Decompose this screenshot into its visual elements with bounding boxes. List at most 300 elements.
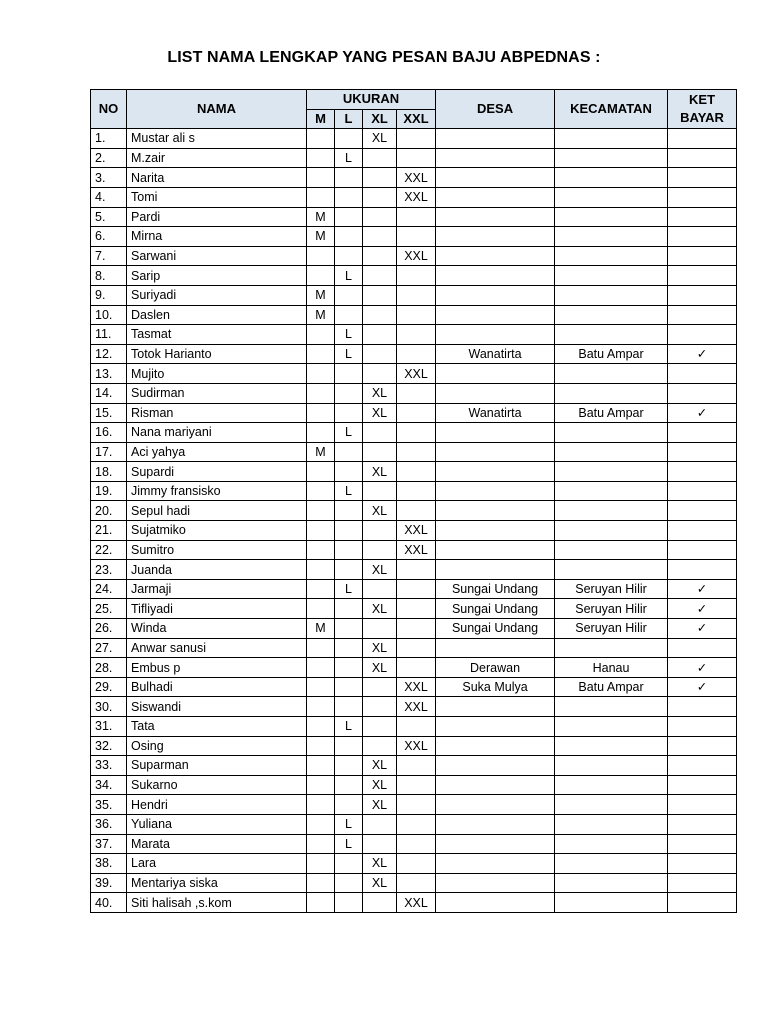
row-desa xyxy=(436,364,555,384)
row-kecamatan xyxy=(555,364,668,384)
row-desa xyxy=(436,795,555,815)
table-row xyxy=(91,148,737,168)
table-row xyxy=(91,560,737,580)
row-ket-bayar xyxy=(668,854,737,874)
header-size-xl: XL xyxy=(363,109,397,129)
size-cell-xl xyxy=(363,697,397,717)
size-cell-xxl xyxy=(397,403,436,423)
size-cell-xl xyxy=(363,187,397,207)
table-row xyxy=(91,756,737,776)
row-desa xyxy=(436,481,555,501)
table-row xyxy=(91,246,737,266)
row-desa xyxy=(436,187,555,207)
table-row xyxy=(91,619,737,639)
size-cell-xxl: XXL xyxy=(397,364,436,384)
size-cell-m xyxy=(307,775,335,795)
size-cell-l xyxy=(335,893,363,913)
size-cell-l: L xyxy=(335,423,363,443)
row-desa xyxy=(436,638,555,658)
checkmark-icon: ✓ xyxy=(696,621,708,636)
size-cell-m xyxy=(307,560,335,580)
size-cell-xxl: XXL xyxy=(397,540,436,560)
row-ket-bayar xyxy=(668,462,737,482)
table-row xyxy=(91,677,737,697)
size-cell-xl: XL xyxy=(363,873,397,893)
row-number: 22. xyxy=(91,540,127,560)
table-row xyxy=(91,521,737,541)
row-kecamatan xyxy=(555,168,668,188)
size-cell-l: L xyxy=(335,814,363,834)
row-name: Yuliana xyxy=(127,814,307,834)
row-ket-bayar xyxy=(668,795,737,815)
size-cell-l xyxy=(335,795,363,815)
size-cell-l xyxy=(335,736,363,756)
row-kecamatan xyxy=(555,325,668,345)
size-cell-xl xyxy=(363,207,397,227)
row-desa: Wanatirta xyxy=(436,344,555,364)
row-number: 29. xyxy=(91,677,127,697)
size-cell-xxl: XXL xyxy=(397,246,436,266)
row-kecamatan xyxy=(555,442,668,462)
size-cell-l xyxy=(335,775,363,795)
row-number: 14. xyxy=(91,383,127,403)
row-desa xyxy=(436,854,555,874)
size-cell-xxl xyxy=(397,873,436,893)
row-number: 31. xyxy=(91,717,127,737)
row-name: Siti halisah ,s.kom xyxy=(127,893,307,913)
row-number: 5. xyxy=(91,207,127,227)
row-number: 2. xyxy=(91,148,127,168)
order-table xyxy=(90,89,737,913)
size-cell-xl xyxy=(363,305,397,325)
row-desa xyxy=(436,736,555,756)
size-cell-m xyxy=(307,717,335,737)
size-cell-xl: XL xyxy=(363,462,397,482)
row-ket-bayar xyxy=(668,364,737,384)
size-cell-xxl xyxy=(397,305,436,325)
row-number: 16. xyxy=(91,423,127,443)
checkmark-icon: ✓ xyxy=(696,582,708,597)
size-cell-xl xyxy=(363,736,397,756)
row-name: Sukarno xyxy=(127,775,307,795)
row-desa xyxy=(436,814,555,834)
row-name: Sarip xyxy=(127,266,307,286)
size-cell-m xyxy=(307,462,335,482)
size-cell-xl xyxy=(363,148,397,168)
row-desa xyxy=(436,227,555,247)
table-row xyxy=(91,834,737,854)
row-kecamatan xyxy=(555,266,668,286)
row-name: Marata xyxy=(127,834,307,854)
size-cell-xl xyxy=(363,246,397,266)
size-cell-xxl xyxy=(397,599,436,619)
row-ket-bayar xyxy=(668,207,737,227)
row-kecamatan xyxy=(555,521,668,541)
row-number: 15. xyxy=(91,403,127,423)
table-row xyxy=(91,364,737,384)
size-cell-l: L xyxy=(335,834,363,854)
checkmark-icon: ✓ xyxy=(696,347,708,362)
size-cell-xxl xyxy=(397,227,436,247)
size-cell-xl xyxy=(363,619,397,639)
row-ket-bayar xyxy=(668,305,737,325)
size-cell-xl xyxy=(363,285,397,305)
header-kecamatan: KECAMATAN xyxy=(555,90,668,129)
size-cell-m: M xyxy=(307,207,335,227)
size-cell-l xyxy=(335,168,363,188)
row-kecamatan: Batu Ampar xyxy=(555,403,668,423)
row-name: Nana mariyani xyxy=(127,423,307,443)
row-ket-bayar xyxy=(668,540,737,560)
size-cell-m xyxy=(307,579,335,599)
row-name: Sujatmiko xyxy=(127,521,307,541)
size-cell-l xyxy=(335,403,363,423)
size-cell-m xyxy=(307,677,335,697)
size-cell-xl xyxy=(363,893,397,913)
row-ket-bayar xyxy=(668,717,737,737)
checkmark-icon: ✓ xyxy=(696,660,708,675)
row-ket-bayar xyxy=(668,227,737,247)
table-header xyxy=(91,90,737,129)
row-ket-bayar xyxy=(668,325,737,345)
row-desa: Suka Mulya xyxy=(436,677,555,697)
row-number: 39. xyxy=(91,873,127,893)
row-kecamatan xyxy=(555,540,668,560)
row-kecamatan: Hanau xyxy=(555,658,668,678)
row-desa xyxy=(436,893,555,913)
row-number: 25. xyxy=(91,599,127,619)
size-cell-m xyxy=(307,893,335,913)
row-number: 27. xyxy=(91,638,127,658)
row-number: 8. xyxy=(91,266,127,286)
size-cell-xl xyxy=(363,834,397,854)
row-number: 40. xyxy=(91,893,127,913)
row-desa xyxy=(436,756,555,776)
size-cell-xl: XL xyxy=(363,501,397,521)
header-size-xxl: XXL xyxy=(397,109,436,129)
table-row xyxy=(91,795,737,815)
row-number: 19. xyxy=(91,481,127,501)
row-name: Narita xyxy=(127,168,307,188)
row-ket-bayar xyxy=(668,599,737,619)
header-ket-line1: KET xyxy=(689,92,716,108)
size-cell-xl: XL xyxy=(363,599,397,619)
size-cell-xl xyxy=(363,814,397,834)
row-number: 1. xyxy=(91,129,127,149)
size-cell-xxl: XXL xyxy=(397,187,436,207)
row-kecamatan xyxy=(555,305,668,325)
size-cell-xxl xyxy=(397,207,436,227)
size-cell-xxl: XXL xyxy=(397,677,436,697)
row-ket-bayar xyxy=(668,246,737,266)
row-ket-bayar xyxy=(668,481,737,501)
size-cell-m xyxy=(307,873,335,893)
size-cell-l xyxy=(335,501,363,521)
size-cell-l: L xyxy=(335,717,363,737)
size-cell-xxl xyxy=(397,658,436,678)
size-cell-m xyxy=(307,756,335,776)
row-desa xyxy=(436,266,555,286)
row-number: 4. xyxy=(91,187,127,207)
table-row xyxy=(91,638,737,658)
row-desa: Sungai Undang xyxy=(436,599,555,619)
row-number: 11. xyxy=(91,325,127,345)
table-row xyxy=(91,403,737,423)
row-desa: Derawan xyxy=(436,658,555,678)
row-kecamatan xyxy=(555,423,668,443)
size-cell-l: L xyxy=(335,148,363,168)
row-ket-bayar xyxy=(668,579,737,599)
size-cell-xl xyxy=(363,521,397,541)
checkmark-icon: ✓ xyxy=(696,405,708,420)
size-cell-xxl: XXL xyxy=(397,521,436,541)
row-desa: Sungai Undang xyxy=(436,579,555,599)
row-name: Suparman xyxy=(127,756,307,776)
row-number: 34. xyxy=(91,775,127,795)
row-desa xyxy=(436,717,555,737)
table-row xyxy=(91,814,737,834)
row-kecamatan xyxy=(555,148,668,168)
row-number: 20. xyxy=(91,501,127,521)
row-name: Osing xyxy=(127,736,307,756)
size-cell-m xyxy=(307,521,335,541)
row-ket-bayar xyxy=(668,344,737,364)
row-desa xyxy=(436,305,555,325)
size-cell-xl: XL xyxy=(363,560,397,580)
size-cell-l xyxy=(335,442,363,462)
size-cell-xxl xyxy=(397,344,436,364)
size-cell-xl xyxy=(363,717,397,737)
size-cell-m xyxy=(307,814,335,834)
row-kecamatan: Batu Ampar xyxy=(555,677,668,697)
table-row xyxy=(91,462,737,482)
row-ket-bayar xyxy=(668,187,737,207)
size-cell-l xyxy=(335,599,363,619)
row-name: Hendri xyxy=(127,795,307,815)
size-cell-xxl xyxy=(397,560,436,580)
size-cell-l: L xyxy=(335,325,363,345)
row-number: 37. xyxy=(91,834,127,854)
size-cell-l xyxy=(335,207,363,227)
row-number: 9. xyxy=(91,285,127,305)
row-kecamatan xyxy=(555,756,668,776)
row-ket-bayar xyxy=(668,266,737,286)
table-row xyxy=(91,305,737,325)
row-kecamatan xyxy=(555,775,668,795)
size-cell-m xyxy=(307,501,335,521)
size-cell-xl: XL xyxy=(363,854,397,874)
row-ket-bayar xyxy=(668,403,737,423)
size-cell-xxl: XXL xyxy=(397,893,436,913)
size-cell-l xyxy=(335,462,363,482)
row-ket-bayar xyxy=(668,775,737,795)
size-cell-xl: XL xyxy=(363,403,397,423)
row-kecamatan xyxy=(555,246,668,266)
size-cell-m xyxy=(307,423,335,443)
size-cell-xxl xyxy=(397,638,436,658)
checkmark-icon: ✓ xyxy=(696,601,708,616)
row-ket-bayar xyxy=(668,168,737,188)
row-number: 35. xyxy=(91,795,127,815)
size-cell-m: M xyxy=(307,619,335,639)
size-cell-xxl xyxy=(397,814,436,834)
size-cell-xxl: XXL xyxy=(397,736,436,756)
size-cell-m: M xyxy=(307,285,335,305)
row-ket-bayar xyxy=(668,814,737,834)
row-number: 10. xyxy=(91,305,127,325)
size-cell-m xyxy=(307,638,335,658)
size-cell-l: L xyxy=(335,266,363,286)
row-desa xyxy=(436,148,555,168)
size-cell-xl xyxy=(363,325,397,345)
size-cell-m xyxy=(307,325,335,345)
size-cell-xl xyxy=(363,168,397,188)
row-desa xyxy=(436,129,555,149)
row-kecamatan xyxy=(555,383,668,403)
row-number: 23. xyxy=(91,560,127,580)
row-ket-bayar xyxy=(668,658,737,678)
size-cell-xl xyxy=(363,579,397,599)
size-cell-xxl xyxy=(397,717,436,737)
row-name: Tata xyxy=(127,717,307,737)
row-name: Mustar ali s xyxy=(127,129,307,149)
row-ket-bayar xyxy=(668,560,737,580)
size-cell-m xyxy=(307,481,335,501)
row-ket-bayar xyxy=(668,893,737,913)
row-desa xyxy=(436,325,555,345)
table-row xyxy=(91,227,737,247)
row-number: 18. xyxy=(91,462,127,482)
row-name: Sudirman xyxy=(127,383,307,403)
row-kecamatan: Batu Ampar xyxy=(555,344,668,364)
size-cell-xxl xyxy=(397,834,436,854)
size-cell-xxl xyxy=(397,423,436,443)
size-cell-xxl: XXL xyxy=(397,168,436,188)
table-row xyxy=(91,383,737,403)
row-name: Winda xyxy=(127,619,307,639)
size-cell-xxl xyxy=(397,383,436,403)
table-row xyxy=(91,344,737,364)
size-cell-l: L xyxy=(335,344,363,364)
size-cell-m xyxy=(307,187,335,207)
row-name: Supardi xyxy=(127,462,307,482)
size-cell-xl xyxy=(363,442,397,462)
row-kecamatan xyxy=(555,795,668,815)
row-kecamatan xyxy=(555,207,668,227)
size-cell-m xyxy=(307,148,335,168)
row-number: 3. xyxy=(91,168,127,188)
size-cell-l xyxy=(335,364,363,384)
size-cell-l xyxy=(335,756,363,776)
size-cell-xxl xyxy=(397,795,436,815)
size-cell-l xyxy=(335,540,363,560)
row-ket-bayar xyxy=(668,148,737,168)
size-cell-m xyxy=(307,599,335,619)
size-cell-l: L xyxy=(335,579,363,599)
row-ket-bayar xyxy=(668,423,737,443)
table-row xyxy=(91,481,737,501)
size-cell-l xyxy=(335,227,363,247)
size-cell-xxl xyxy=(397,501,436,521)
row-desa xyxy=(436,442,555,462)
row-desa xyxy=(436,423,555,443)
row-number: 30. xyxy=(91,697,127,717)
row-name: Mirna xyxy=(127,227,307,247)
row-ket-bayar xyxy=(668,697,737,717)
size-cell-l xyxy=(335,246,363,266)
header-size-l: L xyxy=(335,109,363,129)
row-desa: Wanatirta xyxy=(436,403,555,423)
table-row xyxy=(91,325,737,345)
document-title: LIST NAMA LENGKAP YANG PESAN BAJU ABPEDNAS : xyxy=(167,49,601,66)
row-kecamatan xyxy=(555,834,668,854)
row-number: 38. xyxy=(91,854,127,874)
size-cell-xl xyxy=(363,364,397,384)
row-name: Risman xyxy=(127,403,307,423)
size-cell-l xyxy=(335,305,363,325)
row-number: 26. xyxy=(91,619,127,639)
row-desa xyxy=(436,246,555,266)
size-cell-l xyxy=(335,873,363,893)
table-row xyxy=(91,697,737,717)
table-row xyxy=(91,207,737,227)
row-desa xyxy=(436,501,555,521)
row-desa xyxy=(436,834,555,854)
size-cell-xl xyxy=(363,677,397,697)
header-ukuran: UKURAN xyxy=(307,90,436,110)
row-name: Mentariya siska xyxy=(127,873,307,893)
size-cell-m xyxy=(307,246,335,266)
row-desa xyxy=(436,521,555,541)
checkmark-icon: ✓ xyxy=(696,680,708,695)
row-desa xyxy=(436,285,555,305)
row-number: 36. xyxy=(91,814,127,834)
table-row xyxy=(91,187,737,207)
size-cell-xxl xyxy=(397,462,436,482)
row-kecamatan xyxy=(555,893,668,913)
size-cell-xxl: XXL xyxy=(397,697,436,717)
header-desa: DESA xyxy=(436,90,555,129)
size-cell-l xyxy=(335,285,363,305)
size-cell-m xyxy=(307,795,335,815)
size-cell-xxl xyxy=(397,756,436,776)
size-cell-l xyxy=(335,854,363,874)
table-row xyxy=(91,579,737,599)
table-row xyxy=(91,129,737,149)
size-cell-l xyxy=(335,677,363,697)
size-cell-m: M xyxy=(307,227,335,247)
row-ket-bayar xyxy=(668,501,737,521)
size-cell-xl: XL xyxy=(363,795,397,815)
row-ket-bayar xyxy=(668,834,737,854)
row-ket-bayar xyxy=(668,736,737,756)
size-cell-xl: XL xyxy=(363,658,397,678)
row-number: 7. xyxy=(91,246,127,266)
table-row xyxy=(91,285,737,305)
row-name: Pardi xyxy=(127,207,307,227)
row-kecamatan xyxy=(555,736,668,756)
size-cell-l: L xyxy=(335,481,363,501)
table-row xyxy=(91,599,737,619)
row-kecamatan xyxy=(555,187,668,207)
size-cell-xl xyxy=(363,266,397,286)
row-ket-bayar xyxy=(668,521,737,541)
row-number: 33. xyxy=(91,756,127,776)
table-row xyxy=(91,893,737,913)
row-kecamatan xyxy=(555,481,668,501)
size-cell-xl xyxy=(363,344,397,364)
header-ket-line2: BAYAR xyxy=(680,110,724,126)
